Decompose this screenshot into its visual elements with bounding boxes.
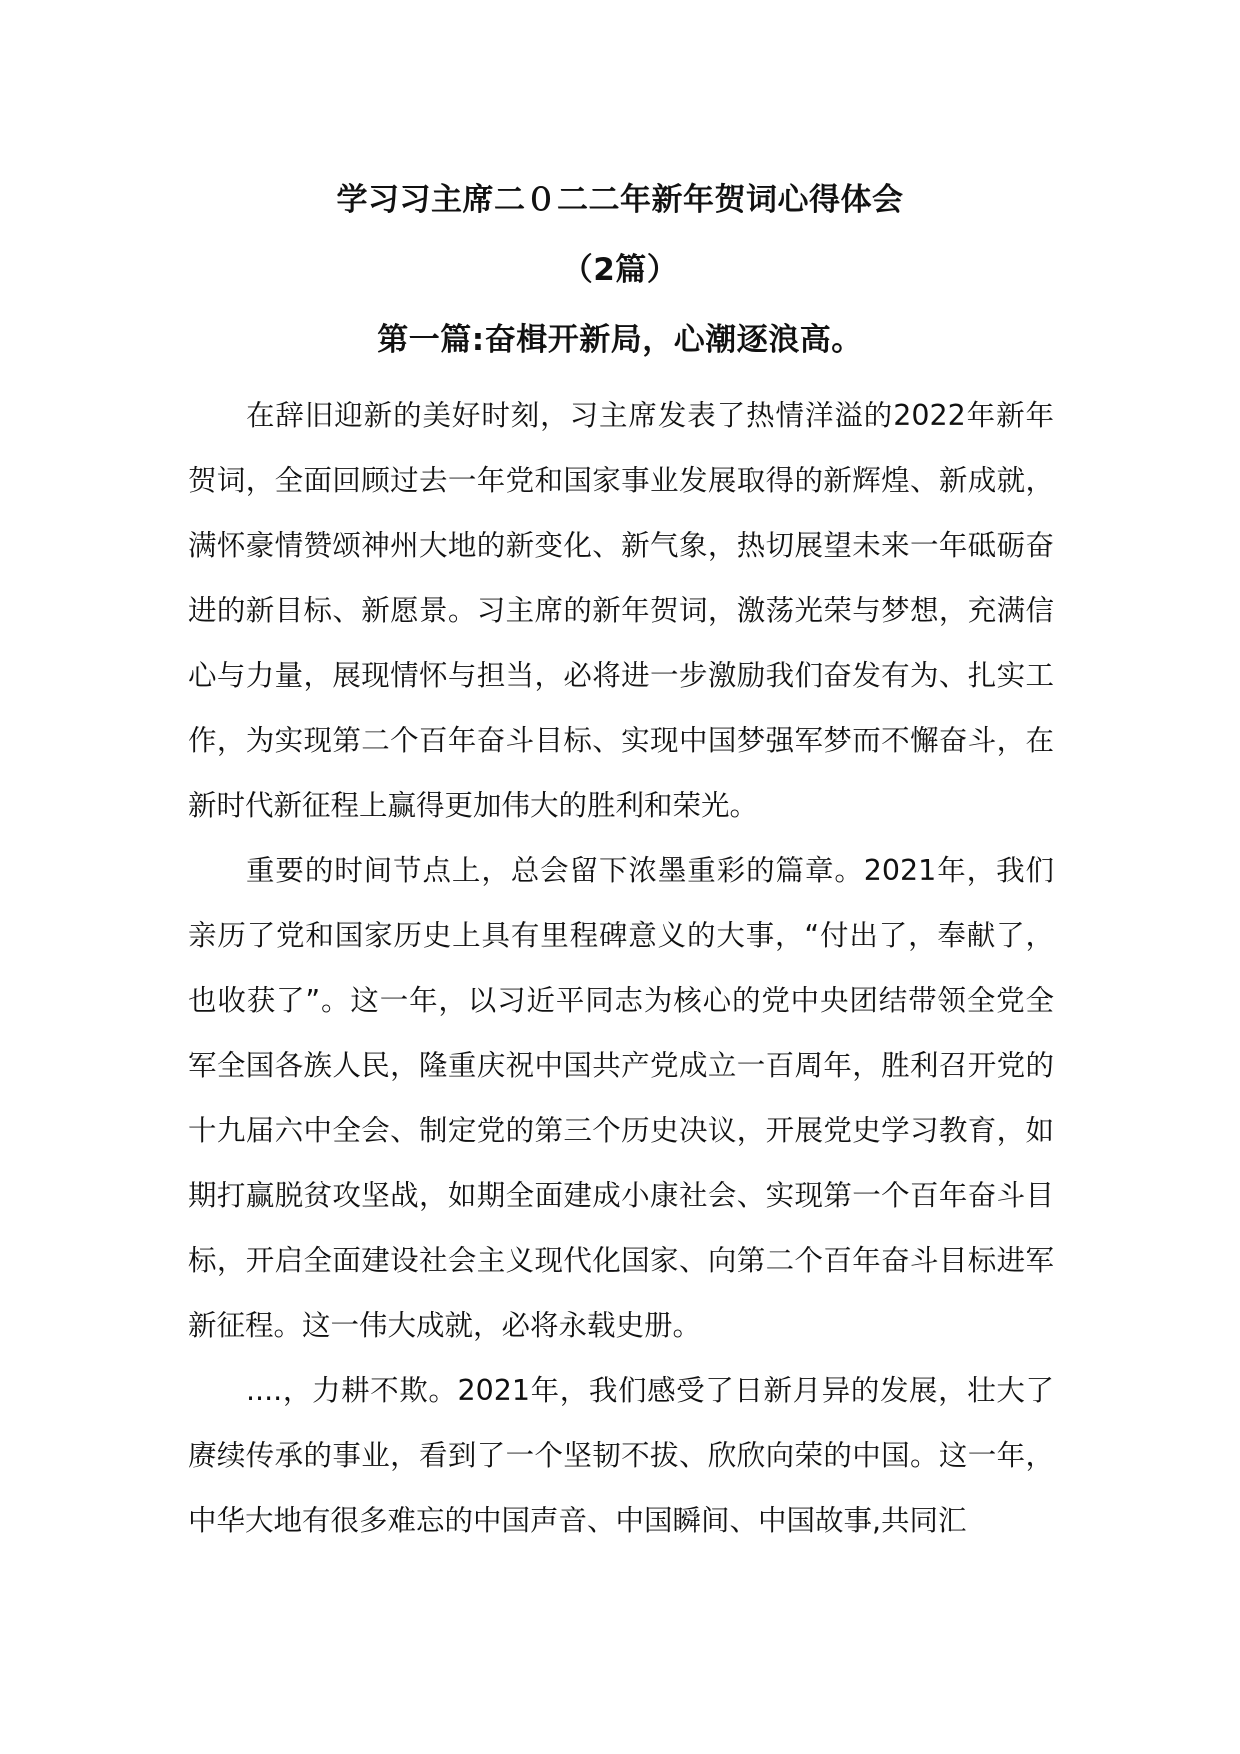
- document-title: 学习习主席二０二二年新年贺词心得体会: [336, 182, 904, 218]
- section-heading: 第一篇:奋楫开新局，心潮逐浪高。: [377, 322, 863, 358]
- document-body: [188, 383, 1054, 1553]
- paragraph: ....，力耕不欺。2021年，我们感受了日新月异的发展，壮大了赓续传承的事业，看到了一个坚韧不拔、欣欣向荣的中国。这一年，中华大地有很多难忘的中国声音、中国瞬间、中国故事,共同汇: [188, 1374, 1054, 1537]
- paragraph: 重要的时间节点上，总会留下浓墨重彩的篇章。2021年，我们亲历了党和国家历史上具有里程碑意义的大事，“付出了，奉献了，也收获了”。这一年，以习近平同志为核心的党中央团结带领全党全军全国各族人民，隆重庆祝中国共产党成立一百周年，胜利召开党的十九届六中全会、制定党的第三个历史决议，开展党史学习教育，如期打赢脱贫攻坚战，如期全面建成小康社会、实现第一个百年奋斗目标，开启全面建设社会主义现代化国家、向第二个百年奋斗目标进军新征程。这一伟大成就，必将永载史册。: [188, 854, 1054, 1342]
- document-subtitle: （2篇）: [561, 252, 679, 288]
- paragraph: 在辞旧迎新的美好时刻，习主席发表了热情洋溢的2022年新年贺词，全面回顾过去一年党和国家事业发展取得的新辉煌、新成就，满怀豪情赞颂神州大地的新变化、新气象，热切展望未来一年砥砺奋进的新目标、新愿景。习主席的新年贺词，激荡光荣与梦想，充满信心与力量，展现情怀与担当，必将进一步激励我们奋发有为、扎实工作，为实现第二个百年奋斗目标、实现中国梦强军梦而不懈奋斗，在新时代新征程上赢得更加伟大的胜利和荣光。: [188, 399, 1054, 822]
